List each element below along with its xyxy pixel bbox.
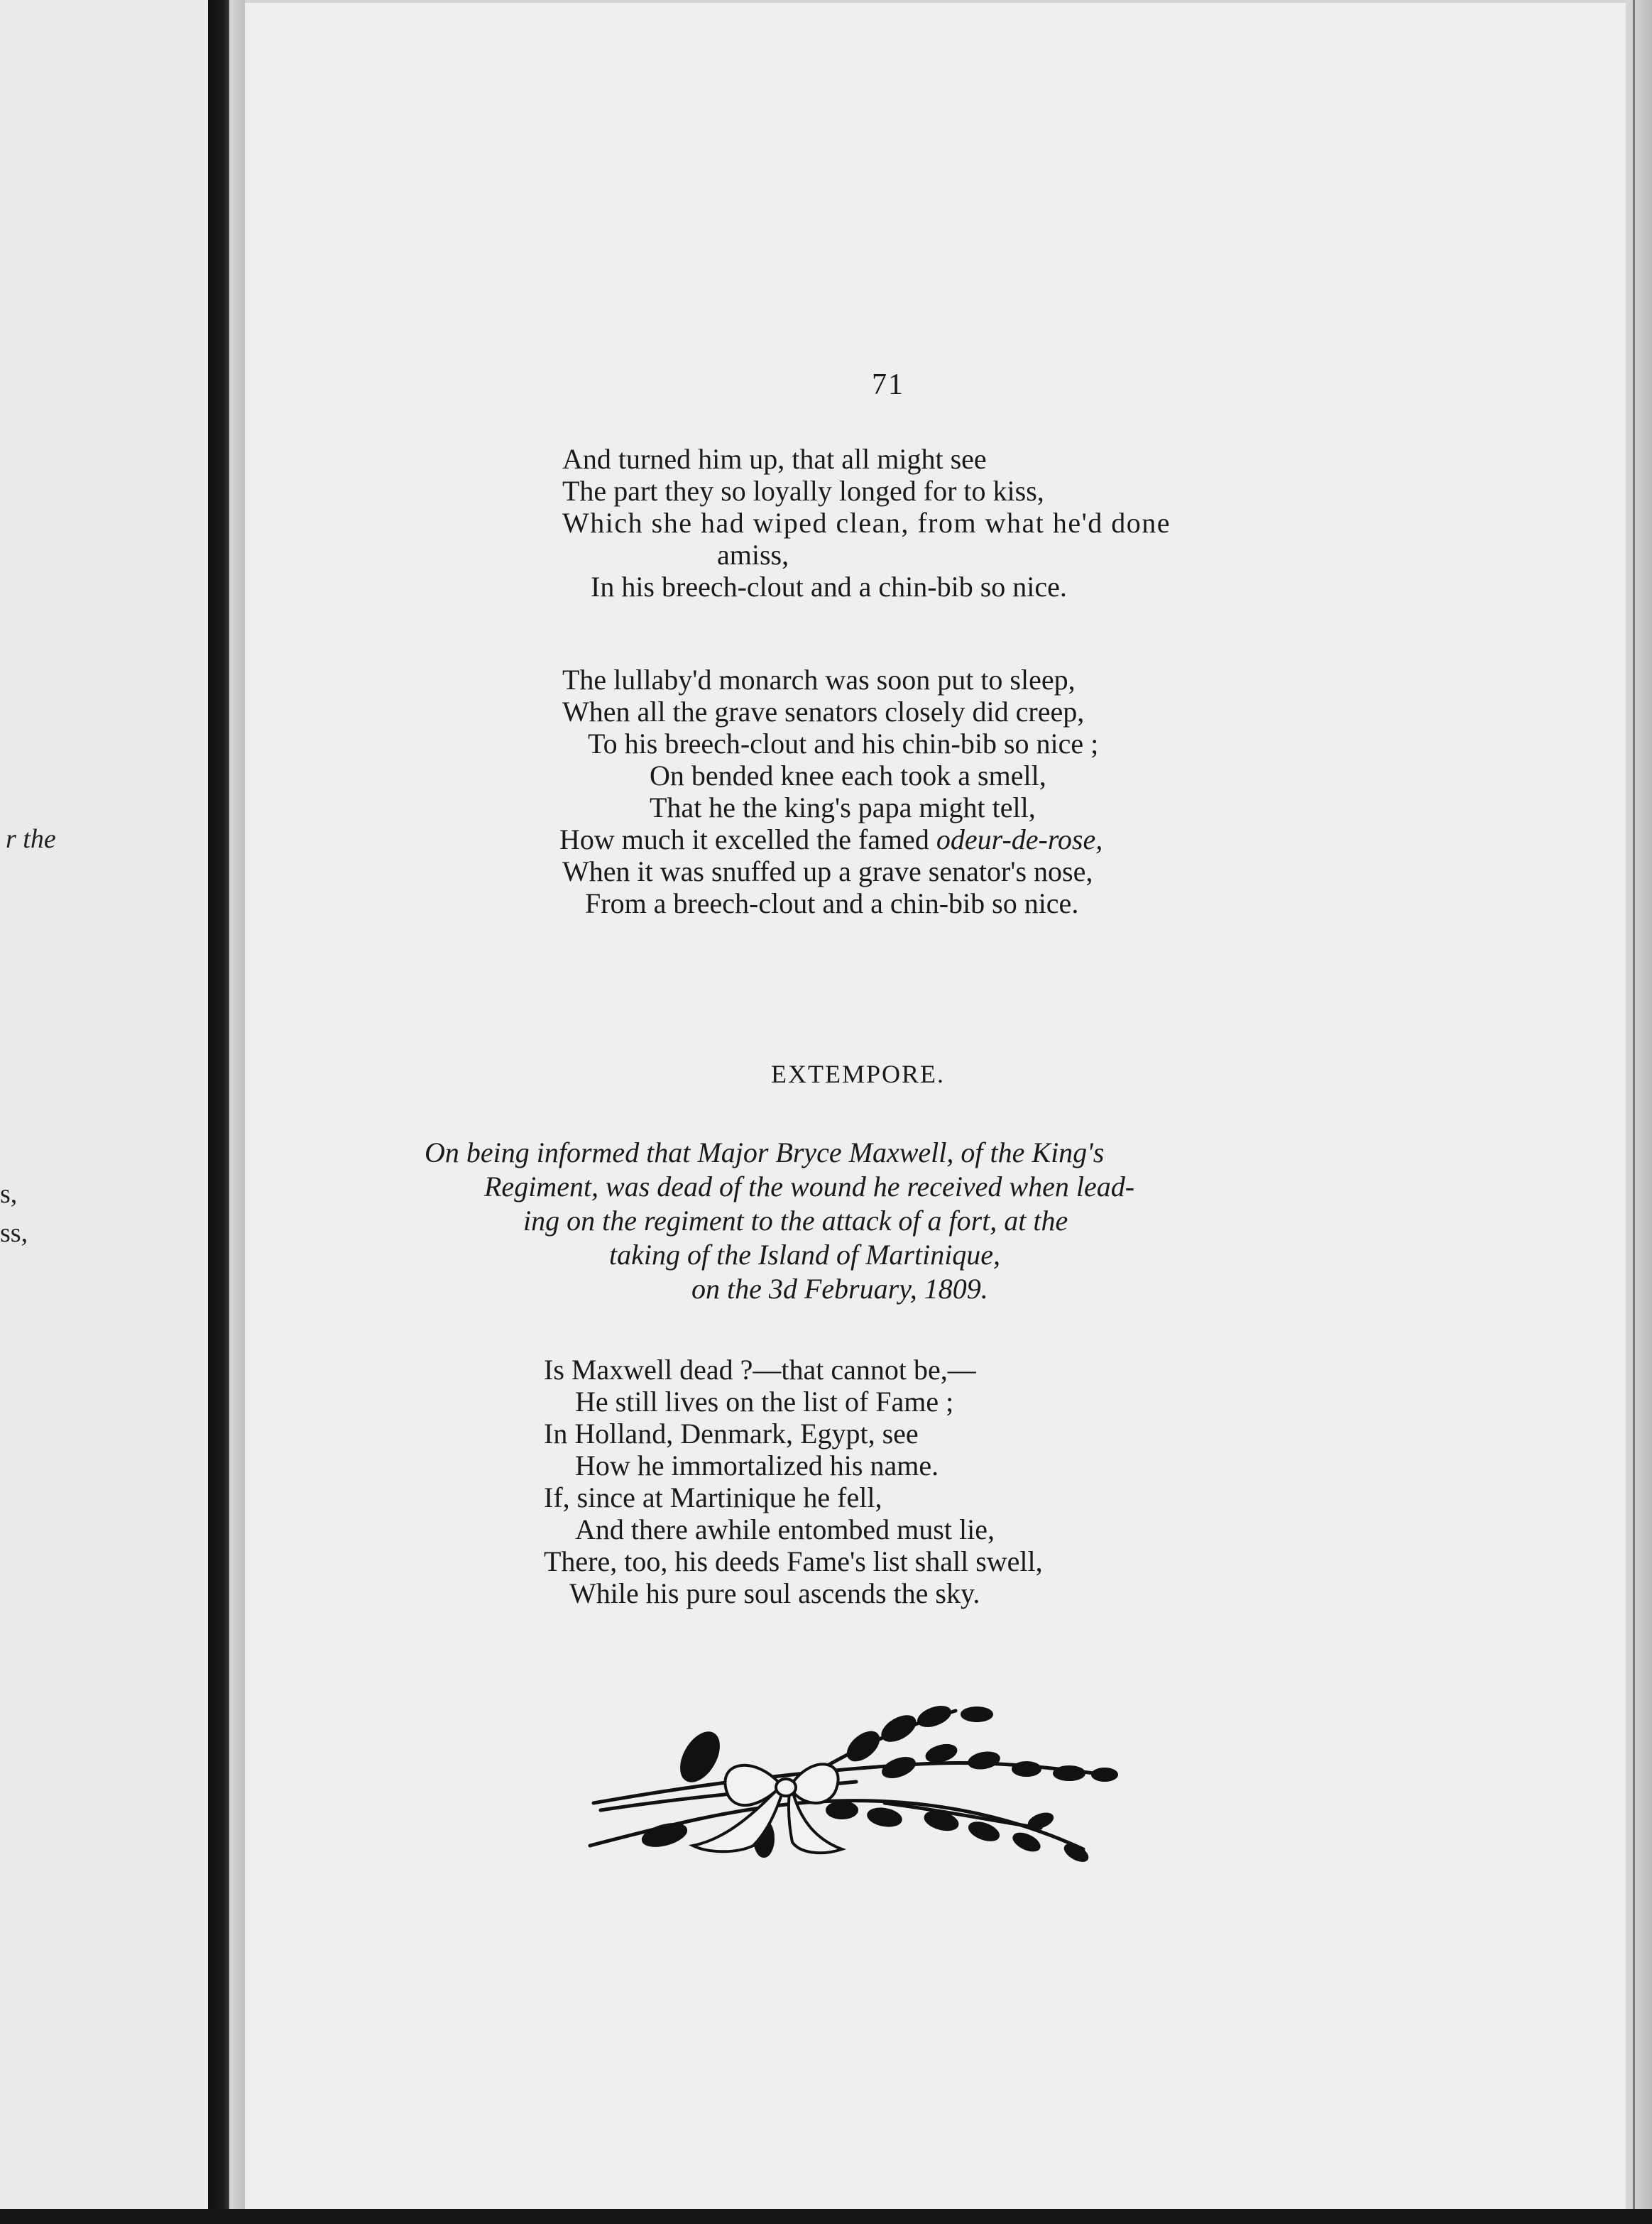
poem-line: Is Maxwell dead ?—that cannot be,— [544, 1354, 976, 1386]
subtitle-line: ing on the regiment to the attack of a fort, at the [523, 1205, 1068, 1237]
poem-line: He still lives on the list of Fame ; [575, 1386, 954, 1418]
poem-stanza [562, 443, 1171, 603]
pussy-willow-sprig-with-bow-icon [586, 1704, 1119, 1870]
subtitle-line: on the 3d February, 1809. [691, 1273, 988, 1305]
current-page [245, 0, 1636, 2211]
poem-line [559, 823, 1103, 855]
poem-line: From a breech-clout and a chin-bib so nice. [585, 887, 1079, 919]
poem-line: The part they so loyally longed for to kiss, [562, 475, 1044, 507]
poem-line: When all the grave senators closely did creep, [562, 696, 1085, 728]
poem-title: EXTEMPORE. [771, 1060, 945, 1088]
previous-page [0, 0, 241, 2224]
page-edge [1626, 0, 1652, 2224]
previous-page-text-fragment: r the [6, 824, 56, 854]
previous-page-text-fragment: s, [0, 1179, 18, 1209]
poem-line: The lullaby'd monarch was soon put to sleep, [562, 664, 1076, 696]
book-spine [208, 0, 229, 2224]
poem-line: amiss, [717, 539, 789, 571]
poem-line: How he immortalized his name. [575, 1450, 939, 1481]
poem-line: Which she had wiped clean, from what he'd done [562, 507, 1171, 539]
previous-page-text-fragment: ss, [0, 1218, 28, 1248]
page-number: 71 [872, 368, 904, 401]
subtitle-line: On being informed that Major Bryce Maxwell, of the King's [425, 1136, 1105, 1168]
poem-line: On bended knee each took a smell, [650, 760, 1046, 791]
poem-line: And there awhile entombed must lie, [575, 1513, 995, 1545]
subtitle-line: taking of the Island of Martinique, [609, 1239, 1001, 1271]
poem-line: That he the king's papa might tell, [650, 791, 1036, 823]
poem-line: To his breech-clout and his chin-bib so nice ; [588, 728, 1099, 760]
page-edge-line [1633, 0, 1635, 2224]
poem-line-italic: odeur-de-rose, [936, 823, 1103, 855]
poem-line-text: How much it excelled the famed [559, 823, 929, 855]
poem-stanza [544, 1354, 1043, 1609]
subtitle-line: Regiment, was dead of the wound he received when lead- [484, 1171, 1135, 1203]
poem-line: In his breech-clout and a chin-bib so nice. [591, 571, 1067, 603]
poem-stanza [559, 664, 1103, 919]
poem-line: If, since at Martinique he fell, [544, 1481, 882, 1513]
poem-line: When it was snuffed up a grave senator's nose, [562, 855, 1093, 887]
poem-line: And turned him up, that all might see [562, 443, 987, 475]
poem-line: In Holland, Denmark, Egypt, see [544, 1418, 919, 1450]
scan-bottom-border [0, 2209, 1652, 2224]
poem-line: There, too, his deeds Fame's list shall swell, [544, 1545, 1043, 1577]
poem-line: While his pure soul ascends the sky. [569, 1577, 980, 1609]
